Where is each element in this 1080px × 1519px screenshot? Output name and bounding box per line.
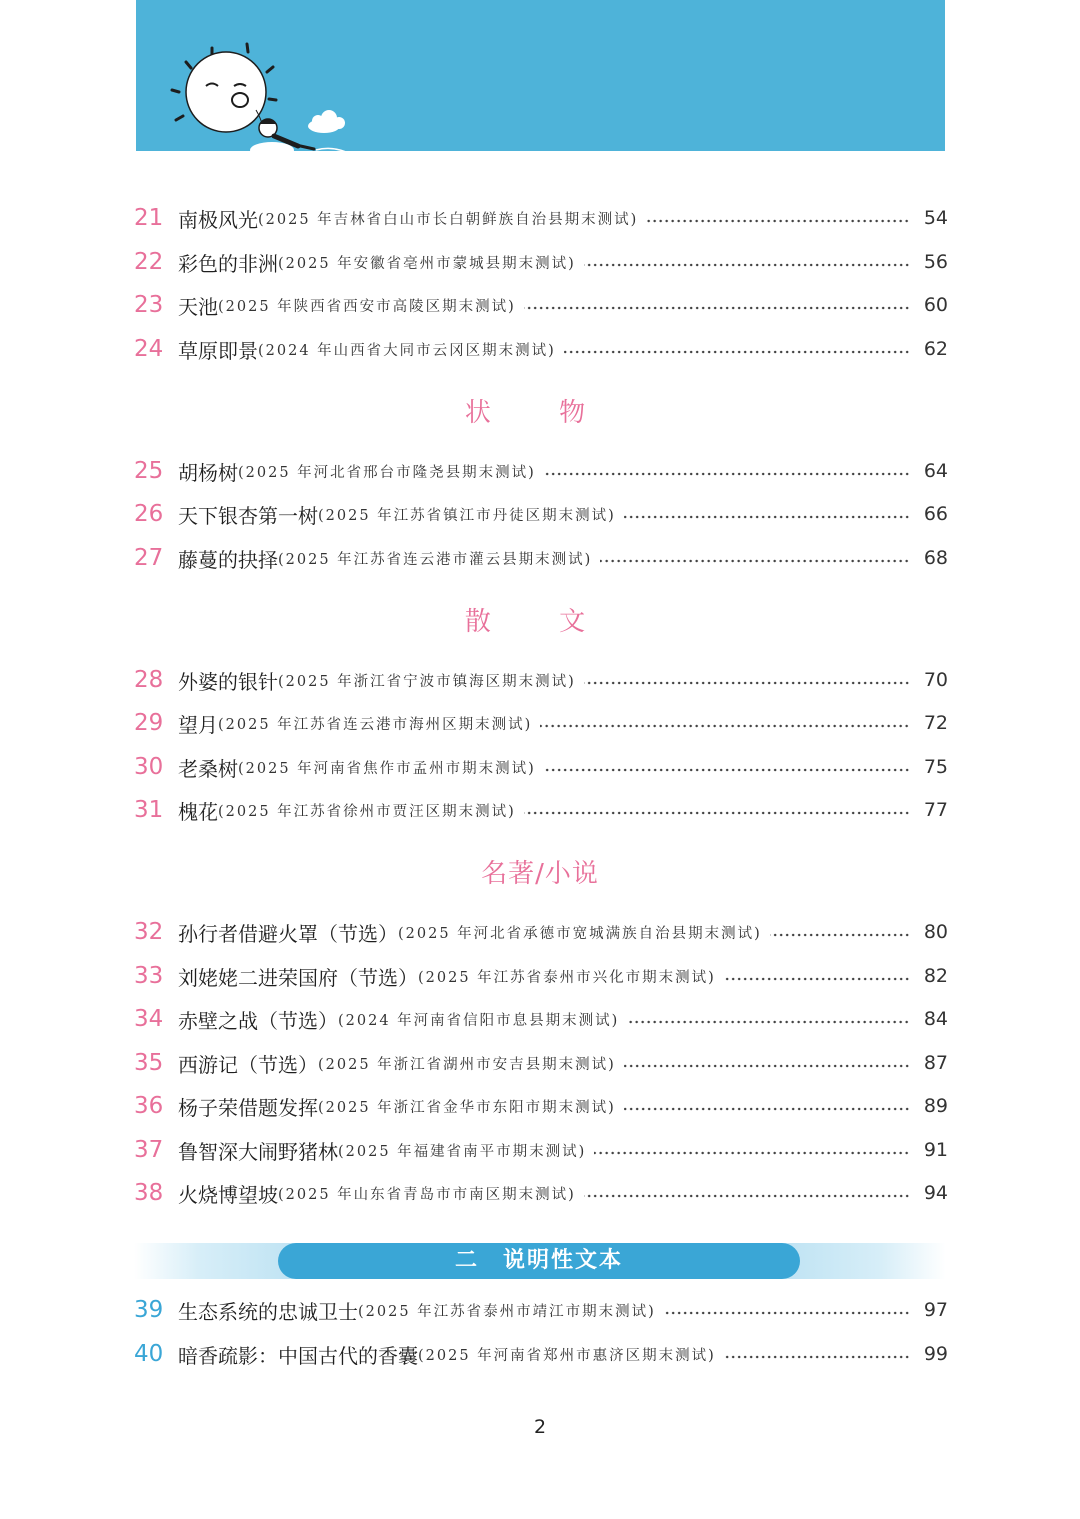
toc-entry[interactable]	[134, 708, 948, 738]
entry-number: 34	[134, 1006, 164, 1032]
entry-number: 31	[134, 797, 164, 823]
leader-dots	[624, 1064, 910, 1068]
entry-page: 68	[923, 547, 948, 569]
entry-number: 38	[134, 1180, 164, 1206]
entry-title: 老桑树	[178, 756, 238, 781]
leader-dots	[664, 1311, 910, 1315]
page-number: 2	[533, 1416, 547, 1438]
entry-page: 80	[923, 921, 948, 943]
leader-dots	[540, 724, 910, 728]
entry-source: (2025 年河北省邢台市隆尧县期末测试)	[238, 464, 536, 481]
toc-entry[interactable]	[134, 917, 948, 947]
entry-page: 91	[923, 1139, 948, 1161]
entry-title: 赤壁之战（节选）	[178, 1008, 338, 1033]
entry-page: 99	[923, 1343, 948, 1365]
entry-number: 35	[134, 1050, 164, 1076]
leader-dots	[524, 811, 910, 815]
entry-title: 孙行者借避火罩（节选）	[178, 921, 398, 946]
entry-number: 27	[134, 545, 164, 571]
entry-title: 暗香疏影：中国古代的香囊	[178, 1343, 418, 1368]
entry-source: (2025 年江苏省泰州市兴化市期末测试)	[418, 969, 716, 986]
entry-number: 29	[134, 710, 164, 736]
entry-title: 南极风光	[178, 207, 258, 232]
toc-entry[interactable]	[134, 1178, 948, 1208]
entry-page: 82	[923, 965, 948, 987]
entry-number: 23	[134, 292, 164, 318]
leader-dots	[724, 977, 910, 981]
toc-entry[interactable]	[134, 1091, 948, 1121]
entry-source: (2025 年浙江省宁波市镇海区期末测试)	[278, 673, 576, 690]
entry-source: (2024 年山西省大同市云冈区期末测试)	[258, 342, 556, 359]
toc-entry[interactable]	[134, 203, 948, 233]
sun-boy-illustration	[136, 0, 945, 151]
entry-page: 64	[923, 460, 948, 482]
section-heading: 散 文	[464, 607, 616, 637]
leader-dots	[584, 681, 910, 685]
entry-source: (2025 年福建省南平市期末测试)	[338, 1143, 587, 1160]
entry-title: 槐花	[178, 799, 218, 824]
entry-source: (2025 年江苏省镇江市丹徒区期末测试)	[318, 507, 616, 524]
entry-title: 鲁智深大闹野猪林	[178, 1139, 338, 1164]
entry-title: 草原即景	[178, 338, 258, 363]
entry-source: (2024 年河南省信阳市息县期末测试)	[338, 1012, 620, 1029]
entry-source: (2025 年江苏省连云港市海州区期末测试)	[218, 716, 533, 733]
entry-page: 97	[923, 1299, 948, 1321]
toc-entry[interactable]	[134, 1339, 948, 1369]
entry-number: 30	[134, 754, 164, 780]
section-heading: 名著/小说	[481, 859, 599, 889]
entry-title: 刘姥姥二进荣国府（节选）	[178, 965, 418, 990]
leader-dots	[564, 350, 910, 354]
entry-page: 62	[923, 338, 948, 360]
leader-dots	[646, 219, 910, 223]
entry-number: 25	[134, 458, 164, 484]
entry-number: 24	[134, 336, 164, 362]
entry-title: 望月	[178, 712, 218, 737]
toc-entry[interactable]	[134, 961, 948, 991]
entry-title: 生态系统的忠诚卫士	[178, 1299, 358, 1324]
entry-number: 36	[134, 1093, 164, 1119]
entry-title: 彩色的非洲	[178, 251, 278, 276]
entry-page: 66	[923, 503, 948, 525]
entry-source: (2025 年浙江省湖州市安吉县期末测试)	[318, 1056, 616, 1073]
entry-page: 60	[923, 294, 948, 316]
entry-source: (2025 年江苏省徐州市贾汪区期末测试)	[218, 803, 516, 820]
entry-page: 84	[923, 1008, 948, 1030]
entry-source: (2025 年山东省青岛市市南区期末测试)	[278, 1186, 576, 1203]
entry-source: (2025 年河北省承德市宽城满族自治县期末测试)	[398, 925, 762, 942]
entry-number: 22	[134, 249, 164, 275]
entry-title: 天下银杏第一树	[178, 503, 318, 528]
toc-entry[interactable]	[134, 1048, 948, 1078]
toc-entry[interactable]	[134, 247, 948, 277]
leader-dots	[624, 515, 910, 519]
entry-number: 37	[134, 1137, 164, 1163]
toc-entry[interactable]	[134, 752, 948, 782]
entry-source: (2025 年江苏省泰州市靖江市期末测试)	[358, 1303, 656, 1320]
leader-dots	[627, 1020, 910, 1024]
entry-source: (2025 年江苏省连云港市灌云县期末测试)	[278, 551, 593, 568]
entry-number: 39	[134, 1297, 164, 1323]
toc-entry[interactable]	[134, 290, 948, 320]
entry-title: 藤蔓的抉择	[178, 547, 278, 572]
entry-source: (2025 年吉林省白山市长白朝鲜族自治县期末测试)	[258, 211, 639, 228]
toc-entry[interactable]	[134, 334, 948, 364]
entry-page: 87	[923, 1052, 948, 1074]
entry-page: 72	[923, 712, 948, 734]
toc-entry[interactable]	[134, 1004, 948, 1034]
entry-source: (2025 年安徽省亳州市蒙城县期末测试)	[278, 255, 576, 272]
entry-page: 89	[923, 1095, 948, 1117]
toc-entry[interactable]	[134, 1295, 948, 1325]
entry-page: 75	[923, 756, 948, 778]
section-heading: 状 物	[464, 398, 616, 428]
entry-source: (2025 年陕西省西安市高陵区期末测试)	[218, 298, 516, 315]
leader-dots	[584, 1194, 910, 1198]
entry-title: 胡杨树	[178, 460, 238, 485]
toc-entry[interactable]	[134, 543, 948, 573]
entry-title: 天池	[178, 294, 218, 319]
leader-dots	[600, 559, 910, 563]
entry-title: 西游记（节选）	[178, 1052, 318, 1077]
entry-page: 70	[923, 669, 948, 691]
entry-title: 杨子荣借题发挥	[178, 1095, 318, 1120]
entry-number: 28	[134, 667, 164, 693]
leader-dots	[624, 1107, 910, 1111]
part-heading: 二 说明性文本	[454, 1248, 623, 1273]
entry-title: 外婆的银针	[178, 669, 278, 694]
leader-dots	[584, 263, 910, 267]
leader-dots	[724, 1355, 910, 1359]
leader-dots	[544, 768, 910, 772]
entry-page: 77	[923, 799, 948, 821]
entry-number: 40	[134, 1341, 164, 1367]
leader-dots	[594, 1151, 910, 1155]
entry-number: 33	[134, 963, 164, 989]
entry-number: 26	[134, 501, 164, 527]
header-banner	[136, 0, 945, 151]
entry-number: 21	[134, 205, 164, 231]
entry-source: (2025 年河南省郑州市惠济区期末测试)	[418, 1347, 716, 1364]
entry-page: 94	[923, 1182, 948, 1204]
toc-entry[interactable]	[134, 456, 948, 486]
toc-entry[interactable]	[134, 1135, 948, 1165]
entry-page: 56	[923, 251, 948, 273]
leader-dots	[544, 472, 910, 476]
entry-source: (2025 年浙江省金华市东阳市期末测试)	[318, 1099, 616, 1116]
entry-source: (2025 年河南省焦作市孟州市期末测试)	[238, 760, 536, 777]
leader-dots	[770, 933, 910, 937]
entry-title: 火烧博望坡	[178, 1182, 278, 1207]
entry-page: 54	[923, 207, 948, 229]
leader-dots	[524, 306, 910, 310]
toc-entry[interactable]	[134, 499, 948, 529]
toc-entry[interactable]	[134, 665, 948, 695]
toc-entry[interactable]	[134, 795, 948, 825]
entry-number: 32	[134, 919, 164, 945]
